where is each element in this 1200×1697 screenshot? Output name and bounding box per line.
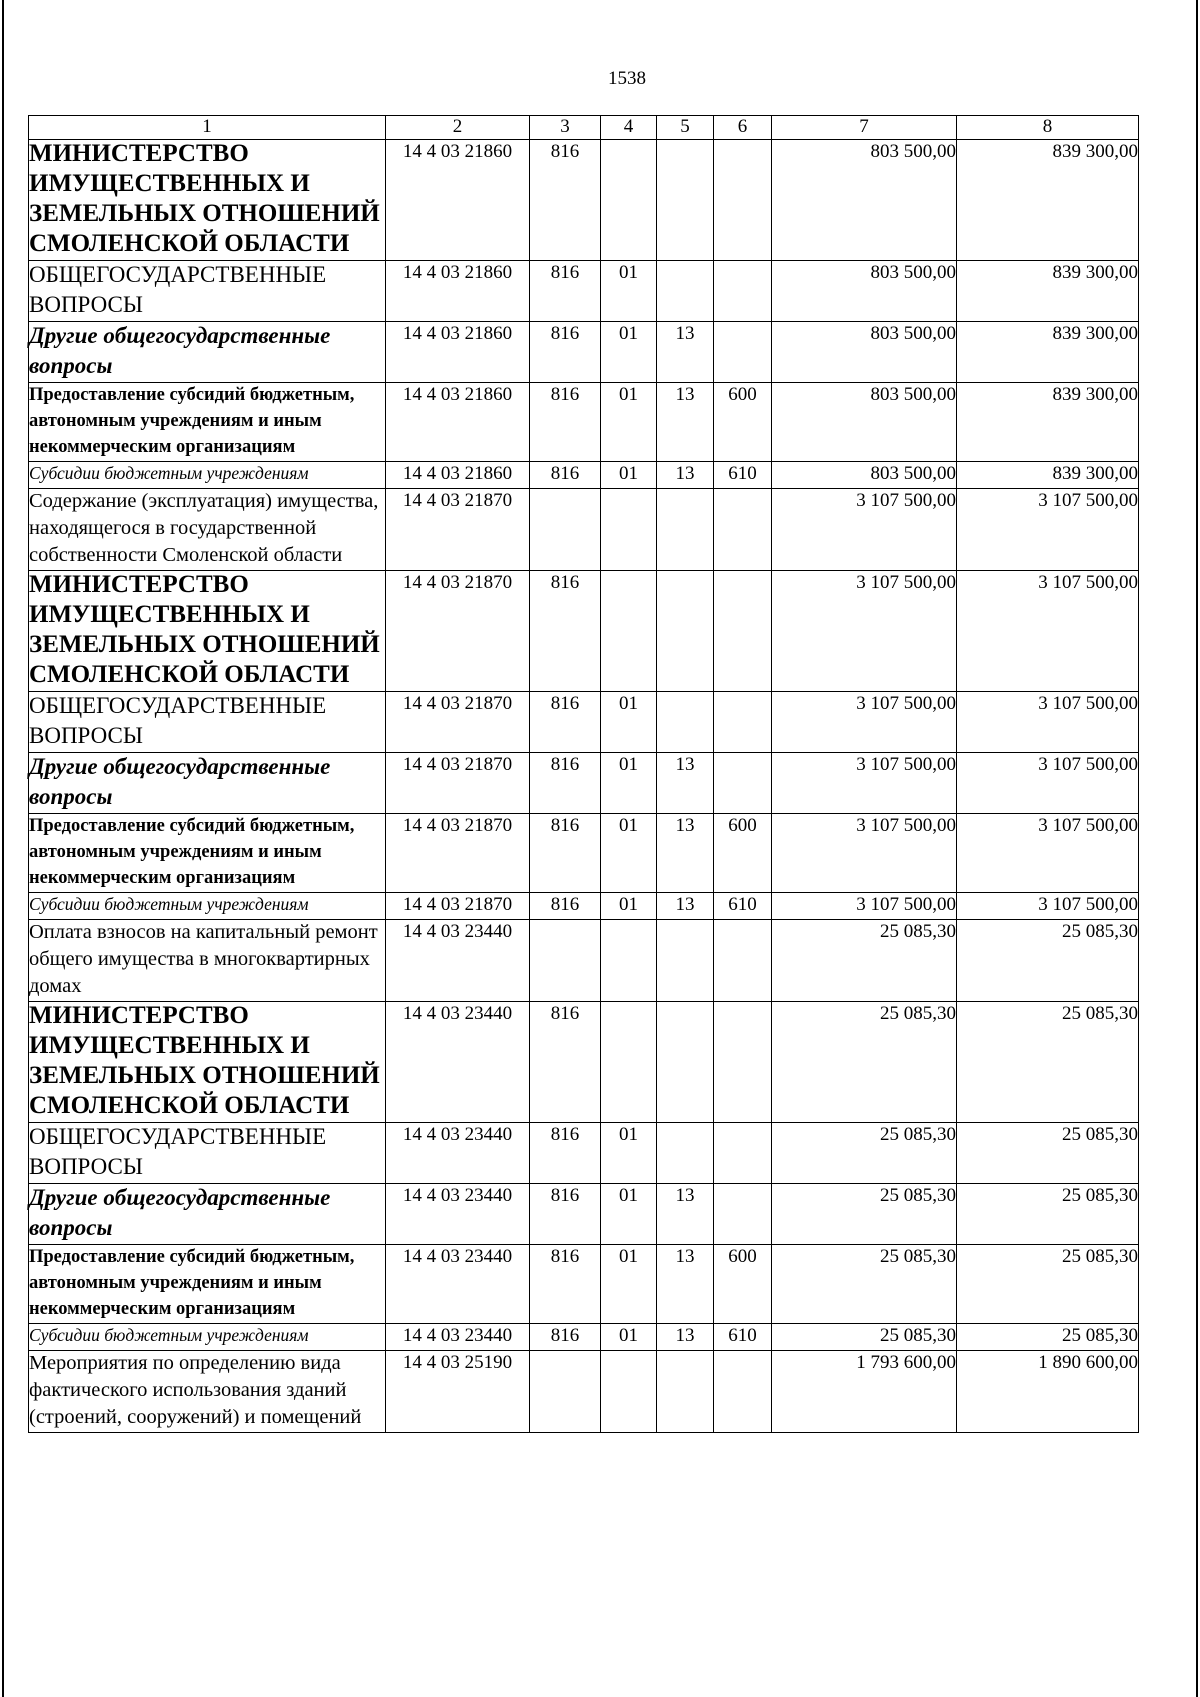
department-code-cell	[530, 1351, 601, 1433]
amount-year-1-cell: 803 500,00	[772, 322, 957, 383]
expense-type-cell	[714, 489, 772, 571]
column-header: 4	[601, 116, 657, 140]
target-article-row	[29, 920, 1139, 1002]
item-name: МИНИСТЕРСТВО ИМУЩЕСТВЕННЫХ И ЗЕМЕЛЬНЫХ ОТНОШЕНИЙ СМОЛЕНСКОЙ ОБЛАСТИ	[29, 140, 380, 257]
item-name-cell	[29, 489, 386, 571]
expense-type-cell: 600	[714, 383, 772, 462]
subsection-row	[29, 753, 1139, 814]
section-code-cell	[601, 140, 657, 261]
column-header: 3	[530, 116, 601, 140]
subsection-row	[29, 1184, 1139, 1245]
item-name: Другие общегосударственные вопросы	[29, 1185, 331, 1240]
department-code-cell	[530, 489, 601, 571]
section-code-cell: 01	[601, 462, 657, 489]
section-code-cell: 01	[601, 322, 657, 383]
subsection-code-cell	[657, 1002, 714, 1123]
item-name: ОБЩЕГОСУДАРСТВЕННЫЕ ВОПРОСЫ	[29, 1124, 327, 1179]
section-code-cell: 01	[601, 1123, 657, 1184]
department-code-cell: 816	[530, 1245, 601, 1324]
item-name-cell	[29, 1184, 386, 1245]
item-name: Другие общегосударственные вопросы	[29, 323, 331, 378]
ministry-row	[29, 140, 1139, 261]
budget-code-cell: 14 4 03 23440	[386, 1123, 530, 1184]
item-name: Мероприятия по определению вида фактического использования зданий (строений, сооружений) и помещений	[29, 1352, 362, 1428]
target-article-row	[29, 1351, 1139, 1433]
department-code-cell: 816	[530, 261, 601, 322]
item-name-cell	[29, 462, 386, 489]
section-code-cell: 01	[601, 1245, 657, 1324]
department-code-cell: 816	[530, 383, 601, 462]
amount-year-2-cell: 25 085,30	[957, 1184, 1139, 1245]
column-header: 8	[957, 116, 1139, 140]
item-name-cell	[29, 1324, 386, 1351]
department-code-cell: 816	[530, 1184, 601, 1245]
item-name-cell	[29, 261, 386, 322]
expense-type-cell: 600	[714, 1245, 772, 1324]
subsection-code-cell	[657, 1351, 714, 1433]
column-header: 1	[29, 116, 386, 140]
department-code-cell: 816	[530, 571, 601, 692]
item-name-cell	[29, 383, 386, 462]
subsection-code-cell: 13	[657, 322, 714, 383]
amount-year-1-cell: 3 107 500,00	[772, 753, 957, 814]
amount-year-1-cell: 3 107 500,00	[772, 893, 957, 920]
amount-year-2-cell: 25 085,30	[957, 1245, 1139, 1324]
expense-type-cell	[714, 140, 772, 261]
subsidy-subgroup-row	[29, 462, 1139, 489]
department-code-cell: 816	[530, 462, 601, 489]
budget-code-cell: 14 4 03 25190	[386, 1351, 530, 1433]
department-code-cell: 816	[530, 1123, 601, 1184]
budget-code-cell: 14 4 03 23440	[386, 920, 530, 1002]
expense-type-cell	[714, 261, 772, 322]
amount-year-2-cell: 3 107 500,00	[957, 893, 1139, 920]
budget-code-cell: 14 4 03 21860	[386, 322, 530, 383]
department-code-cell: 816	[530, 893, 601, 920]
amount-year-2-cell: 839 300,00	[957, 383, 1139, 462]
item-name: Субсидии бюджетным учреждениям	[29, 463, 309, 483]
item-name: ОБЩЕГОСУДАРСТВЕННЫЕ ВОПРОСЫ	[29, 262, 327, 317]
item-name: Субсидии бюджетным учреждениям	[29, 1325, 309, 1345]
expense-type-cell: 610	[714, 1324, 772, 1351]
section-code-cell: 01	[601, 1324, 657, 1351]
subsection-code-cell	[657, 140, 714, 261]
subsidy-subgroup-row	[29, 893, 1139, 920]
amount-year-1-cell: 3 107 500,00	[772, 571, 957, 692]
amount-year-2-cell: 3 107 500,00	[957, 753, 1139, 814]
amount-year-1-cell: 1 793 600,00	[772, 1351, 957, 1433]
item-name-cell	[29, 814, 386, 893]
department-code-cell: 816	[530, 140, 601, 261]
amount-year-2-cell: 25 085,30	[957, 1123, 1139, 1184]
item-name-cell	[29, 893, 386, 920]
item-name-cell	[29, 1351, 386, 1433]
budget-code-cell: 14 4 03 21870	[386, 814, 530, 893]
section-code-cell: 01	[601, 692, 657, 753]
subsection-code-cell: 13	[657, 893, 714, 920]
subsidy-group-row	[29, 1245, 1139, 1324]
amount-year-1-cell: 3 107 500,00	[772, 692, 957, 753]
item-name: Субсидии бюджетным учреждениям	[29, 894, 309, 914]
amount-year-1-cell: 803 500,00	[772, 140, 957, 261]
budget-code-cell: 14 4 03 23440	[386, 1184, 530, 1245]
subsidy-group-row	[29, 814, 1139, 893]
budget-code-cell: 14 4 03 21870	[386, 489, 530, 571]
section-code-cell: 01	[601, 893, 657, 920]
amount-year-2-cell: 3 107 500,00	[957, 692, 1139, 753]
item-name-cell	[29, 322, 386, 383]
section-code-cell	[601, 1002, 657, 1123]
department-code-cell: 816	[530, 753, 601, 814]
amount-year-2-cell: 839 300,00	[957, 140, 1139, 261]
amount-year-1-cell: 803 500,00	[772, 462, 957, 489]
amount-year-1-cell: 25 085,30	[772, 1324, 957, 1351]
ministry-row	[29, 571, 1139, 692]
amount-year-2-cell: 3 107 500,00	[957, 814, 1139, 893]
subsection-code-cell: 13	[657, 462, 714, 489]
amount-year-1-cell: 25 085,30	[772, 1184, 957, 1245]
section-code-cell: 01	[601, 383, 657, 462]
item-name-cell	[29, 692, 386, 753]
amount-year-1-cell: 25 085,30	[772, 920, 957, 1002]
department-code-cell: 816	[530, 692, 601, 753]
item-name-cell	[29, 920, 386, 1002]
section-code-cell: 01	[601, 814, 657, 893]
subsidy-group-row	[29, 383, 1139, 462]
section-code-cell: 01	[601, 1184, 657, 1245]
budget-code-cell: 14 4 03 23440	[386, 1324, 530, 1351]
budget-code-cell: 14 4 03 23440	[386, 1002, 530, 1123]
item-name: Предоставление субсидий бюджетным, автономным учреждениям и иным некоммерческим организациям	[29, 385, 355, 457]
column-header: 7	[772, 116, 957, 140]
amount-year-2-cell: 839 300,00	[957, 322, 1139, 383]
subsection-code-cell	[657, 1123, 714, 1184]
expense-type-cell	[714, 1351, 772, 1433]
expense-type-cell	[714, 1123, 772, 1184]
amount-year-2-cell: 3 107 500,00	[957, 489, 1139, 571]
budget-code-cell: 14 4 03 21870	[386, 571, 530, 692]
amount-year-1-cell: 3 107 500,00	[772, 489, 957, 571]
column-header: 5	[657, 116, 714, 140]
expense-type-cell	[714, 1002, 772, 1123]
amount-year-1-cell: 3 107 500,00	[772, 814, 957, 893]
subsection-code-cell	[657, 692, 714, 753]
department-code-cell	[530, 920, 601, 1002]
subsection-code-cell: 13	[657, 753, 714, 814]
expense-type-cell: 610	[714, 893, 772, 920]
amount-year-2-cell: 25 085,30	[957, 1002, 1139, 1123]
department-code-cell: 816	[530, 814, 601, 893]
item-name: Предоставление субсидий бюджетным, автономным учреждениям и иным некоммерческим организациям	[29, 1247, 355, 1319]
budget-code-cell: 14 4 03 21860	[386, 261, 530, 322]
scan-right-border	[1196, 0, 1198, 1697]
item-name: МИНИСТЕРСТВО ИМУЩЕСТВЕННЫХ И ЗЕМЕЛЬНЫХ ОТНОШЕНИЙ СМОЛЕНСКОЙ ОБЛАСТИ	[29, 1002, 380, 1119]
target-article-row	[29, 489, 1139, 571]
item-name: Оплата взносов на капитальный ремонт общего имущества в многоквартирных домах	[29, 921, 378, 997]
amount-year-2-cell: 839 300,00	[957, 462, 1139, 489]
item-name: МИНИСТЕРСТВО ИМУЩЕСТВЕННЫХ И ЗЕМЕЛЬНЫХ ОТНОШЕНИЙ СМОЛЕНСКОЙ ОБЛАСТИ	[29, 571, 380, 688]
item-name-cell	[29, 1123, 386, 1184]
column-header: 6	[714, 116, 772, 140]
item-name-cell	[29, 1002, 386, 1123]
amount-year-1-cell: 803 500,00	[772, 383, 957, 462]
budget-code-cell: 14 4 03 21860	[386, 462, 530, 489]
section-row	[29, 261, 1139, 322]
subsection-code-cell: 13	[657, 814, 714, 893]
subsection-code-cell	[657, 920, 714, 1002]
subsection-code-cell	[657, 489, 714, 571]
amount-year-2-cell: 25 085,30	[957, 1324, 1139, 1351]
subsection-code-cell: 13	[657, 1184, 714, 1245]
expense-type-cell	[714, 692, 772, 753]
expense-type-cell	[714, 753, 772, 814]
amount-year-1-cell: 803 500,00	[772, 261, 957, 322]
item-name-cell	[29, 1245, 386, 1324]
section-code-cell	[601, 1351, 657, 1433]
budget-code-cell: 14 4 03 21860	[386, 383, 530, 462]
expense-type-cell	[714, 322, 772, 383]
item-name: ОБЩЕГОСУДАРСТВЕННЫЕ ВОПРОСЫ	[29, 693, 327, 748]
section-code-cell	[601, 489, 657, 571]
budget-code-cell: 14 4 03 21860	[386, 140, 530, 261]
expense-type-cell: 610	[714, 462, 772, 489]
table-body	[29, 140, 1139, 1433]
item-name-cell	[29, 571, 386, 692]
expense-type-cell	[714, 571, 772, 692]
subsection-code-cell	[657, 571, 714, 692]
budget-code-cell: 14 4 03 21870	[386, 692, 530, 753]
page-number: 1538	[608, 68, 646, 89]
section-row	[29, 692, 1139, 753]
subsidy-subgroup-row	[29, 1324, 1139, 1351]
section-code-cell: 01	[601, 753, 657, 814]
item-name-cell	[29, 753, 386, 814]
amount-year-2-cell: 1 890 600,00	[957, 1351, 1139, 1433]
item-name: Предоставление субсидий бюджетным, автономным учреждениям и иным некоммерческим организациям	[29, 816, 355, 888]
budget-code-cell: 14 4 03 21870	[386, 893, 530, 920]
ministry-row	[29, 1002, 1139, 1123]
section-code-cell	[601, 920, 657, 1002]
expense-type-cell: 600	[714, 814, 772, 893]
department-code-cell: 816	[530, 322, 601, 383]
amount-year-1-cell: 25 085,30	[772, 1123, 957, 1184]
section-row	[29, 1123, 1139, 1184]
expense-type-cell	[714, 920, 772, 1002]
item-name: Содержание (эксплуатация) имущества, находящегося в государственной собственности Смоленской области	[29, 490, 379, 566]
item-name-cell	[29, 140, 386, 261]
section-code-cell	[601, 571, 657, 692]
amount-year-1-cell: 25 085,30	[772, 1002, 957, 1123]
column-header: 2	[386, 116, 530, 140]
item-name: Другие общегосударственные вопросы	[29, 754, 331, 809]
budget-table	[28, 115, 1139, 1433]
amount-year-2-cell: 3 107 500,00	[957, 571, 1139, 692]
subsection-code-cell: 13	[657, 1324, 714, 1351]
amount-year-2-cell: 25 085,30	[957, 920, 1139, 1002]
expense-type-cell	[714, 1184, 772, 1245]
table-header-row	[29, 116, 1139, 140]
amount-year-2-cell: 839 300,00	[957, 261, 1139, 322]
section-code-cell: 01	[601, 261, 657, 322]
budget-code-cell: 14 4 03 23440	[386, 1245, 530, 1324]
scan-left-border	[2, 0, 4, 1697]
subsection-code-cell	[657, 261, 714, 322]
subsection-row	[29, 322, 1139, 383]
subsection-code-cell: 13	[657, 383, 714, 462]
department-code-cell: 816	[530, 1324, 601, 1351]
department-code-cell: 816	[530, 1002, 601, 1123]
subsection-code-cell: 13	[657, 1245, 714, 1324]
budget-code-cell: 14 4 03 21870	[386, 753, 530, 814]
amount-year-1-cell: 25 085,30	[772, 1245, 957, 1324]
